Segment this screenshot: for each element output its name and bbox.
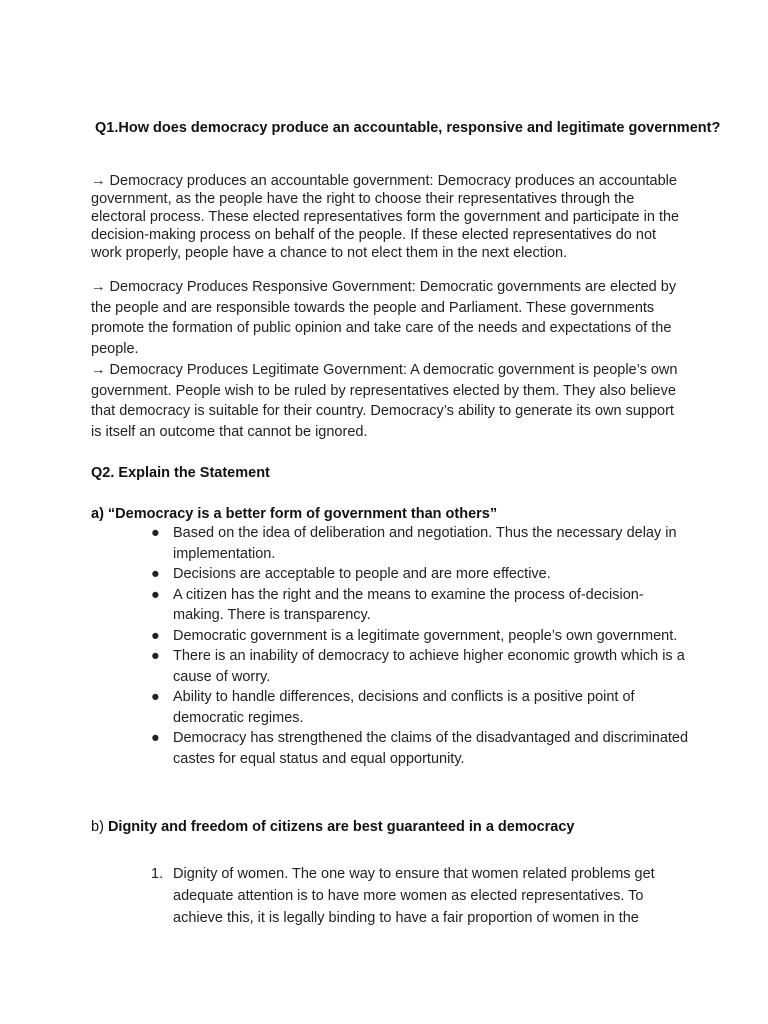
q2-part-a-bullet-list: [91, 523, 691, 769]
list-item: [91, 687, 691, 728]
list-item-text: Democracy has strengthened the claims of the disadvantaged and discriminated castes for equal status and equal opportunity.: [173, 730, 689, 767]
q2-part-b-heading: [91, 818, 691, 836]
q1-answer-legitimate: → Democracy Produces Legitimate Government: A democratic government is people’s own government. People wish to be ruled by representatives elected by them. They also believe that democracy is suitable for their country. Democracy’s ability to generate its own support is itself an outcome that cannot be ignored.: [91, 362, 678, 440]
bullet-icon: ●: [151, 648, 160, 664]
bullet-icon: ●: [151, 566, 160, 582]
bullet-icon: ●: [151, 586, 160, 603]
list-item: [91, 523, 691, 564]
list-item: [91, 728, 691, 769]
list-item: [91, 585, 691, 626]
q1-heading: [91, 119, 721, 137]
list-item-text: Democratic government is a legitimate government, people’s own government.: [173, 627, 678, 644]
list-item-text: Decisions are acceptable to people and are more effective.: [173, 566, 551, 582]
q2-part-b-numbered-list: [91, 863, 691, 929]
list-item-text: Dignity of women. The one way to ensure that women related problems get adequate attention is to have more women as elected representatives. To achieve this, it is legally binding to have a fair proportion of women in the: [173, 866, 655, 926]
list-item-text: Based on the idea of deliberation and negotiation. Thus the necessary delay in implementation.: [173, 525, 677, 562]
bullet-icon: ●: [151, 525, 160, 541]
q2-part-a-heading: a) “Democracy is a better form of government than others”: [91, 506, 498, 522]
list-item: [91, 646, 691, 687]
q2-part-b-title: Dignity and freedom of citizens are best guaranteed in a democracy: [107, 819, 575, 835]
list-item: [91, 626, 691, 647]
bullet-icon: ●: [151, 689, 160, 705]
list-number: 1.: [151, 866, 164, 882]
q1-heading-text: Q1.How does democracy produce an accountable, responsive and legitimate government?: [91, 120, 721, 136]
q2-heading: Q2. Explain the Statement: [91, 465, 270, 481]
bullet-icon: ●: [151, 730, 160, 746]
q1-answer-accountable: → Democracy produces an accountable government: Democracy produces an accountable government, as the people have the right to choose their representatives through the electoral process. These elected representatives form the government and participate in the decision-making process on behalf of the people. If these elected representatives do not work properly, people have a chance to not elect them in the next election.: [91, 173, 680, 261]
bullet-icon: ●: [151, 627, 160, 644]
list-item: [91, 564, 691, 585]
list-item-text: A citizen has the right and the means to examine the process of-decision-making. There is transparency.: [173, 586, 644, 623]
list-item-text: There is an inability of democracy to achieve higher economic growth which is a cause of worry.: [173, 648, 685, 685]
q2-part-b-label: b): [91, 819, 104, 835]
list-item: [91, 863, 691, 929]
list-item-text: Ability to handle differences, decisions and conflicts is a positive point of democratic regimes.: [173, 689, 635, 726]
q1-answer-responsive: → Democracy Produces Responsive Government: Democratic governments are elected by the people and are responsible towards the people and Parliament. These governments promote the formation of public opinion and take care of the needs and expectations of the people.: [91, 279, 677, 357]
